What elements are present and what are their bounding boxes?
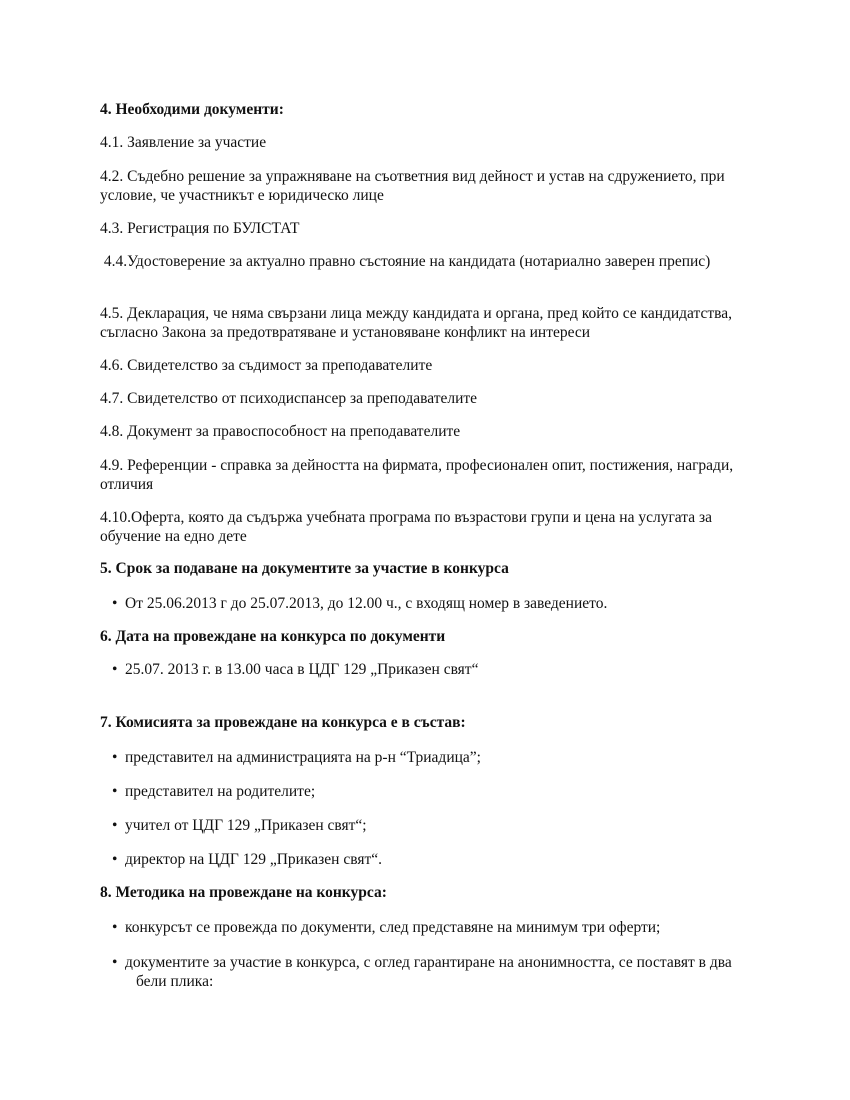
section-4-item-1: 4.1. Заявление за участие: [100, 134, 267, 151]
section-7-bullet-4: • директор на ЦДГ 129 „Приказен свят“.: [112, 851, 382, 868]
section-8-bullet-1: • конкурсът се провежда по документи, след представяне на минимум три оферти;: [112, 919, 661, 936]
section-4-item-5: 4.5. Декларация, че няма свързани лица между кандидата и органа, пред който се кандидатства, съгласно Закона за предотвратяване и установяване конфликт на интереси: [100, 305, 733, 341]
section-4-item-9: 4.9. Референции - справка за дейността на фирмата, професионален опит, постижения, награди, отличия: [100, 457, 734, 493]
section-7-heading: 7. Комисията за провеждане на конкурса е в състав:: [100, 714, 466, 731]
bullet-text: документите за участие в конкурса, с оглед гарантиране на анонимността, се поставят в два бели плика:: [125, 954, 732, 990]
section-4-item-10: 4.10.Оферта, която да съдържа учебната програма по възрастови групи и цена на услугата за обучение на едно дете: [100, 509, 713, 545]
section-4-item-6: 4.6. Свидетелство за съдимост за преподавателите: [100, 357, 433, 374]
section-4-item-2: 4.2. Съдебно решение за упражняване на съответния вид дейност и устав на сдружението, при условие, че участникът е юридическо лице: [100, 168, 725, 204]
section-4-item-8: 4.8. Документ за правоспособност на преподавателите: [100, 423, 461, 440]
bullet-text: директор на ЦДГ 129 „Приказен свят“.: [125, 851, 382, 868]
section-4-item-3: 4.3. Регистрация по БУЛСТАТ: [100, 220, 300, 237]
section-4-item-4: 4.4.Удостоверение за актуално правно състояние на кандидата (нотариално заверен препис): [100, 253, 711, 270]
bullet-text: 25.07. 2013 г. в 13.00 часа в ЦДГ 129 „Приказен свят“: [125, 661, 479, 678]
section-6-heading: 6. Дата на провеждане на конкурса по документи: [100, 628, 446, 645]
section-8-heading: 8. Методика на провеждане на конкурса:: [100, 884, 387, 901]
section-6-bullet-1: • 25.07. 2013 г. в 13.00 часа в ЦДГ 129 „Приказен свят“: [112, 661, 479, 678]
bullet-text: представител на администрацията на р-н “Триадица”;: [125, 749, 481, 766]
section-7-bullet-3: • учител от ЦДГ 129 „Приказен свят“;: [112, 817, 367, 834]
section-7-bullet-2: • представител на родителите;: [112, 783, 316, 800]
bullet-text: учител от ЦДГ 129 „Приказен свят“;: [125, 817, 367, 834]
section-5-bullet-1: • От 25.06.2013 г до 25.07.2013, до 12.00 ч., с входящ номер в заведението.: [112, 595, 608, 612]
section-5-heading: 5. Срок за подаване на документите за участие в конкурса: [100, 560, 509, 577]
section-8-bullet-2: • документите за участие в конкурса, с оглед гарантиране на анонимността, се поставят в два бели плика:: [112, 954, 732, 990]
section-4-heading: 4. Необходими документи:: [100, 101, 284, 118]
bullet-text: От 25.06.2013 г до 25.07.2013, до 12.00 ч., с входящ номер в заведението.: [125, 595, 608, 612]
section-4-item-7: 4.7. Свидетелство от психодиспансер за преподавателите: [100, 390, 478, 407]
section-7-bullet-1: • представител на администрацията на р-н “Триадица”;: [112, 749, 481, 766]
bullet-text: представител на родителите;: [125, 783, 316, 800]
bullet-text: конкурсът се провежда по документи, след представяне на минимум три оферти;: [125, 919, 661, 936]
